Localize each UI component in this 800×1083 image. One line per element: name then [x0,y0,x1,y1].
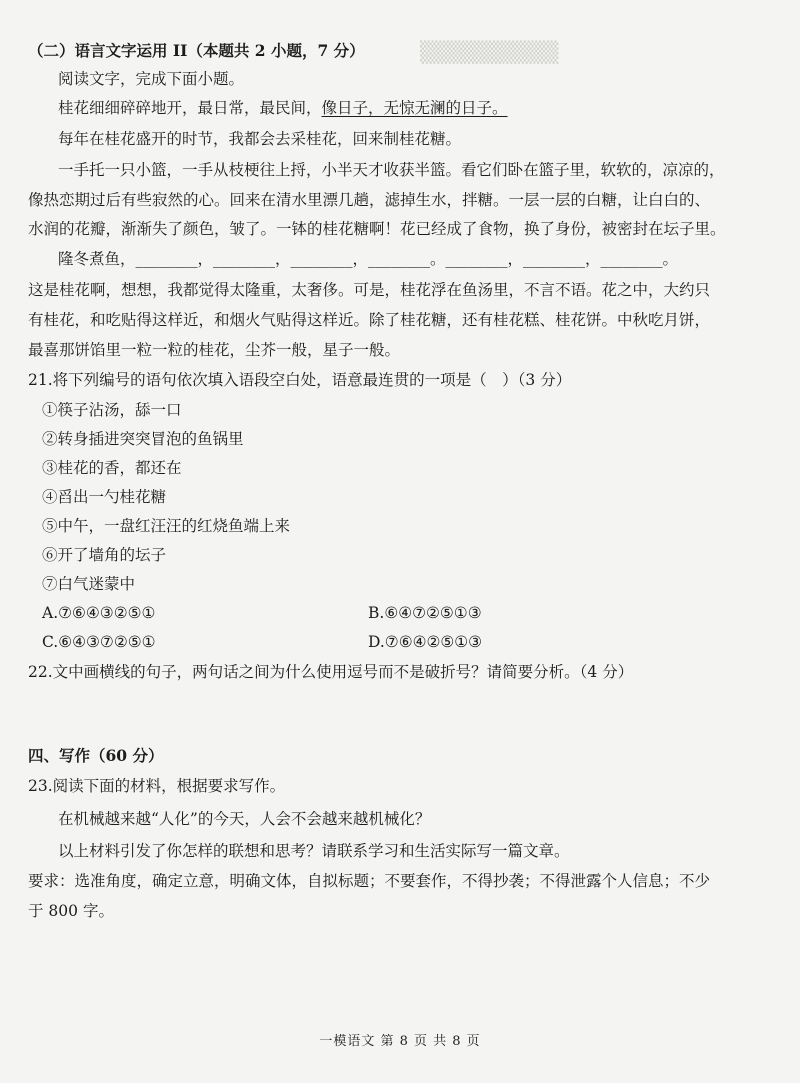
q21-item-4: ④舀出一勺桂花糖 [42,488,167,506]
question-21-stem: 21.将下列编号的语句依次填入语段空白处，语意最连贯的一项是（ ）（3 分） [28,371,572,389]
q21-option-d: D.⑦⑥④②⑤①③ [368,633,483,651]
passage-p4-line-3: 有桂花，和吃贴得这样近，和烟火气贴得这样近。除了桂花糖，还有桂花糕、桂花饼。中秋吃月饼， [28,311,711,329]
passage-p4-line-4: 最喜那饼馅里一粒一粒的桂花，尘芥一般，星子一般。 [28,341,401,359]
q21-item-7: ⑦白气迷蒙中 [42,575,136,593]
q21-option-a: A.⑦⑥④③②⑤① [42,604,156,622]
section-heading-writing: 四、写作（60 分） [28,746,164,765]
section-heading-language-use: （二）语言文字运用 II（本题共 2 小题，7 分） [28,41,365,60]
underlined-sentence: 像日子，无惊无澜的日子。 [321,99,508,117]
reading-instruction: 阅读文字，完成下面小题。 [58,70,245,88]
q21-item-1: ①筷子沾汤，舔一口 [42,401,182,419]
q21-option-c: C.⑥④③⑦②⑤① [42,633,156,651]
passage-p4-line-2: 这是桂花啊，想想，我都觉得太隆重，太奢侈。可是，桂花浮在鱼汤里，不言不语。花之中，大约只 [28,281,711,299]
passage-paragraph-2: 每年在桂花盛开的时节，我都会去采桂花，回来制桂花糖。 [58,130,462,148]
writing-requirement-line-1: 要求：选准角度，确定立意，明确文体，自拟标题；不要套作，不得抄袭；不得泄露个人信息；不少 [28,872,711,890]
passage-paragraph-1 [58,97,508,119]
passage-p3-line-3: 水润的花瓣，渐渐失了颜色，皱了。一钵的桂花糖啊！花已经成了食物，换了身份，被密封在坛子里。 [28,220,726,238]
q21-item-2: ②转身插进突突冒泡的鱼锅里 [42,430,244,448]
passage-p4-blanks-line: 隆冬煮鱼，________，________，________，________。________，________，________。 [58,250,679,268]
question-23-stem: 23.阅读下面的材料，根据要求写作。 [28,777,286,795]
writing-material: 在机械越来越“人化”的今天，人会不会越来越机械化？ [58,810,431,828]
passage-p3-line-2: 像热恋期过后有些寂然的心。回来在清水里漂几趟，滤掉生水，拌糖。一层一层的白糖，让白白的、 [28,191,711,209]
q21-item-3: ③桂花的香，都还在 [42,459,182,477]
writing-prompt: 以上材料引发了你怎样的联想和思考？请联系学习和生活实际写一篇文章。 [58,842,570,860]
page-footer: 一模语文 第 8 页 共 8 页 [319,1034,481,1049]
passage-p3-line-1: 一手托一只小篮，一手从枝梗往上捋，小半天才收获半篮。看它们卧在篮子里，软软的，凉凉的， [58,161,725,179]
q21-item-5: ⑤中午，一盘红汪汪的红烧鱼端上来 [42,517,291,535]
passage-p1-lead: 桂花细细碎碎地开，最日常，最民间， [58,99,322,117]
q21-option-b: B.⑥④⑦②⑤①③ [368,604,482,622]
q21-item-6: ⑥开了墙角的坛子 [42,546,167,564]
question-22-stem: 22.文中画横线的句子，两句话之间为什么使用逗号而不是破折号？请简要分析。（4 分） [28,663,634,681]
bleed-through-text: ▒▒▒▒▒▒▒▒▒ [420,40,559,64]
writing-requirement-line-2: 于 800 字。 [28,902,114,920]
